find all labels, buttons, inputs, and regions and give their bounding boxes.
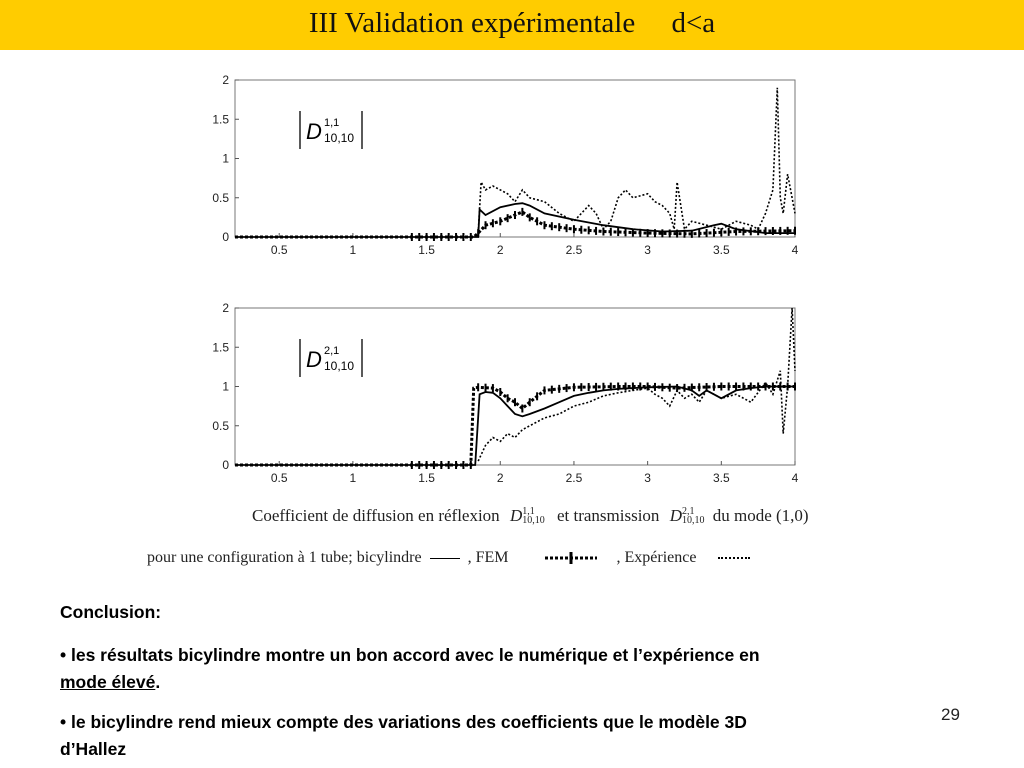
caption-d11-sup: 1,1 — [522, 506, 535, 517]
caption-d21-symbol: D — [669, 506, 682, 525]
legend-text-bicylindre: pour une configuration à 1 tube; bicylindre — [147, 549, 422, 566]
x-tick-label: 3.5 — [712, 243, 730, 257]
legend-swatch-solid — [430, 558, 460, 559]
slide-title: III Validation expérimentale d<a — [308, 7, 716, 39]
caption-d11-symbol: D — [509, 506, 523, 525]
y-tick-label: 0 — [222, 230, 229, 244]
conclusion-period: . — [155, 672, 161, 692]
panel-label-symbol: D — [306, 347, 322, 372]
caption-d21 — [670, 506, 709, 525]
x-tick-label: 2 — [496, 471, 504, 485]
panel-label-symbol: D — [306, 119, 322, 144]
x-tick-label: 2.5 — [565, 243, 583, 257]
caption-part-1: Coefficient de diffusion en réflexion — [252, 506, 500, 525]
caption-d21-sub: 10,10 — [681, 515, 705, 526]
x-tick-label: 4 — [791, 471, 799, 485]
chart-reflection — [205, 66, 805, 262]
conclusion-bullet-1 — [60, 645, 760, 666]
caption-d21-sup: 2,1 — [681, 506, 695, 517]
x-tick-label: 1.5 — [418, 471, 435, 485]
series-line-exp-rience — [478, 308, 795, 461]
x-tick-label: 1 — [349, 471, 357, 485]
legend-text-experience: , Expérience — [616, 549, 697, 566]
legend-swatch-fem — [543, 551, 599, 565]
chart-transmission — [205, 294, 805, 490]
caption-d11 — [510, 506, 549, 525]
panel-label-sup: 2,1 — [324, 345, 340, 357]
conclusion-heading: Conclusion: — [60, 602, 162, 622]
legend-text-fem: , FEM — [467, 549, 509, 566]
y-tick-label: 0 — [222, 458, 229, 472]
x-tick-label: 2.5 — [565, 471, 583, 485]
y-tick-label: 1 — [222, 379, 229, 394]
x-tick-label: 3 — [644, 471, 651, 485]
conclusion-bullet-1-text: • les résultats bicylindre montre un bon accord avec le numérique et l’expérience en — [60, 645, 760, 665]
series-line-exp-rience — [478, 88, 795, 233]
plot-frame — [235, 308, 795, 465]
panel-label-sub: 10,10 — [324, 131, 355, 145]
x-tick-label: 4 — [791, 243, 799, 257]
y-tick-label: 0.5 — [212, 190, 229, 205]
x-tick-label: 1.5 — [418, 243, 435, 257]
conclusion-underlined-term: mode élevé — [60, 672, 156, 692]
y-tick-label: 1.5 — [212, 112, 229, 127]
caption-d11-sub: 10,10 — [522, 515, 545, 526]
conclusion-bullet-1-cont — [60, 672, 160, 693]
x-tick-label: 3.5 — [712, 471, 730, 485]
x-tick-label: 0.5 — [270, 471, 288, 485]
y-tick-label: 1.5 — [212, 340, 229, 355]
x-tick-label: 3 — [644, 243, 651, 257]
legend-swatch-dotted — [718, 557, 750, 559]
y-tick-label: 0.5 — [212, 418, 229, 433]
x-tick-label: 2 — [496, 243, 504, 257]
caption-part-2: et transmission — [556, 506, 660, 525]
panel-label-sub: 10,10 — [324, 359, 355, 373]
y-tick-label: 2 — [222, 73, 229, 87]
x-tick-label: 0.5 — [270, 243, 288, 257]
x-tick-label: 1 — [349, 243, 357, 257]
caption-line-2 — [147, 549, 750, 567]
page-number: 29 — [941, 705, 960, 724]
caption-line-1 — [252, 506, 809, 526]
panel-label-sup: 1,1 — [324, 117, 340, 129]
y-tick-label: 1 — [222, 151, 229, 166]
y-tick-label: 2 — [222, 301, 229, 315]
caption-part-3: du mode (1,0) — [712, 506, 809, 525]
conclusion-bullet-2: • le bicylindre rend mieux compte des variations des coefficients que le modèle 3D — [60, 712, 747, 732]
conclusion-bullet-2-cont: d’Hallez — [60, 739, 127, 759]
